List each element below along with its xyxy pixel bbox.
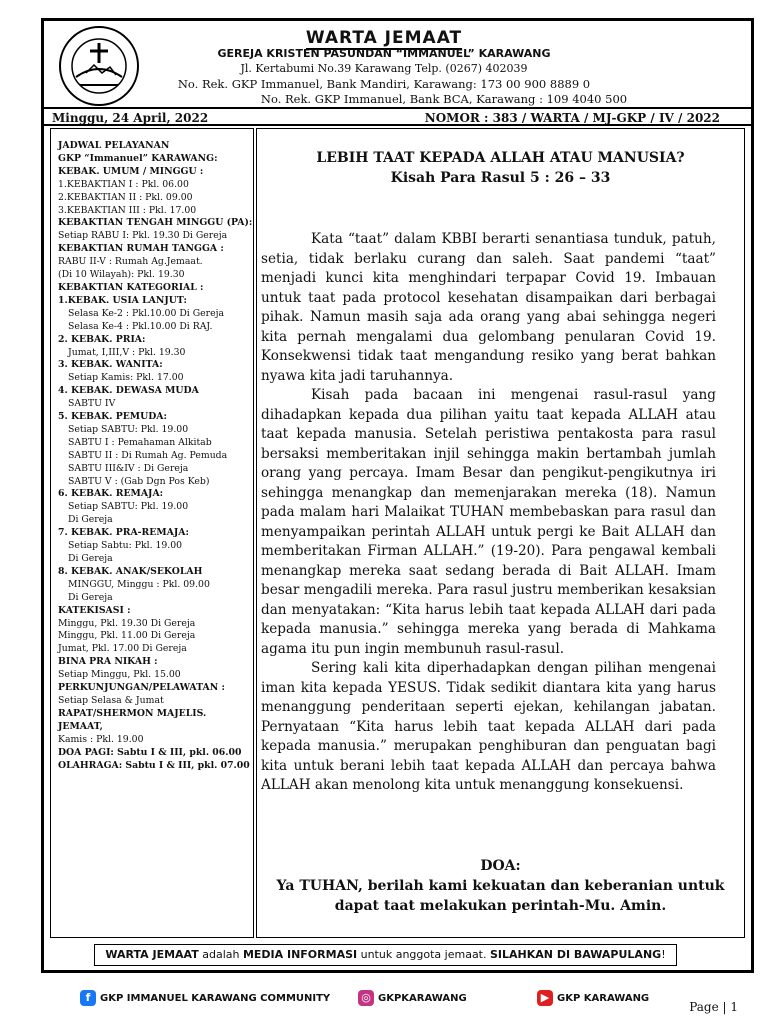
schedule-line: RAPAT/SHERMON MAJELIS. — [58, 707, 207, 719]
schedule-line: 5. KEBAK. PEMUDA: — [58, 411, 167, 423]
scripture-reference: Kisah Para Rasul 5 : 26 – 33 — [390, 170, 611, 186]
header-divider — [44, 107, 751, 109]
schedule-line: Setiap SABTU: Pkl. 19.00 — [68, 423, 189, 435]
schedule-line: 8. KEBAK. ANAK/SEKOLAH — [58, 565, 203, 577]
schedule-line: SABTU IV — [68, 398, 116, 410]
article-body — [261, 230, 716, 796]
schedule-line: 2.KEBAKTIAN II : Pkl. 09.00 — [58, 191, 193, 203]
schedule-line: Selasa Ke-4 : Pkl.10.00 Di RAJ. — [68, 320, 213, 332]
bank-bca: No. Rek. GKP Immanuel, Bank BCA, Karawang : 109 4040 500 — [260, 92, 628, 106]
schedule-line: 7. KEBAK. PRA-REMAJA: — [58, 527, 189, 539]
schedule-line: 1.KEBAKTIAN I : Pkl. 06.00 — [58, 178, 189, 190]
schedule-line: KEBAKTIAN TENGAH MINGGU (PA): — [58, 217, 253, 229]
schedule-line: Setiap SABTU: Pkl. 19.00 — [68, 501, 189, 513]
schedule-line: PERKUNJUNGAN/PELAWATAN : — [58, 682, 225, 694]
schedule-line: JEMAAT, — [58, 720, 103, 732]
schedule-line: Setiap Sabtu: Pkl. 19.00 — [68, 540, 183, 552]
schedule-line: Setiap Selasa & Jumat — [58, 694, 164, 706]
schedule-line: Setiap Minggu, Pkl. 15.00 — [58, 669, 181, 681]
schedule-line: SABTU V : (Gab Dgn Pos Keb) — [68, 475, 210, 487]
schedule-line: (Di 10 Wilayah): Pkl. 19.30 — [58, 269, 185, 281]
issue-number: NOMOR : 383 / WARTA / MJ-GKP / IV / 2022 — [424, 111, 720, 125]
schedule-line: SABTU II : Di Rumah Ag. Pemuda — [68, 449, 228, 461]
article-paragraph: Sering kali kita diperhadapkan dengan pilihan mengenai iman kita kepada YESUS. Tidak sedikit diantara kita yang harus menanggung penderitaan seperti ejekan, kehilangan jabatan. Pernyataan “Kita harus lebih taat kepada ALLAH dari pada kepada manusia.” merupakan penghiburan dan penguatan bagi kita untuk berani lebih taat kepada ALLAH dan percaya bahwa ALLAH akan menolong kita untuk menanggung konsekuensi. — [261, 660, 716, 793]
instagram-link[interactable]: ◎ GKPKARAWANG — [358, 990, 467, 1006]
article-title: LEBIH TAAT KEPADA ALLAH ATAU MANUSIA? — [316, 150, 685, 166]
schedule-line: JADWAL PELAYANAN — [58, 140, 170, 151]
schedule-line: GKP “Immanuel” KARAWANG: — [58, 152, 218, 164]
newsletter-title: WARTA JEMAAT — [305, 28, 463, 48]
schedule-line: Minggu, Pkl. 11.00 Di Gereja — [58, 630, 196, 642]
instagram-icon: ◎ — [358, 990, 374, 1006]
youtube-icon: ▶ — [537, 990, 553, 1006]
schedule-line: 6. KEBAK. REMAJA: — [58, 488, 164, 500]
schedule-line: Di Gereja — [68, 553, 113, 564]
schedule-line: 1.KEBAK. USIA LANJUT: — [58, 294, 187, 306]
schedule-line: KEBAKTIAN RUMAH TANGGA : — [58, 243, 224, 255]
prayer-line: dapat taat melakukan perintah-Mu. Amin. — [334, 898, 667, 914]
schedule-line: Setiap Kamis: Pkl. 17.00 — [68, 372, 184, 384]
schedule-line: Minggu, Pkl. 19.30 Di Gereja — [58, 617, 196, 629]
schedule-line: Di Gereja — [68, 591, 113, 603]
schedule-line: SABTU III&IV : Di Gereja — [68, 462, 189, 474]
schedule-line: KEBAK. UMUM / MINGGU : — [58, 165, 204, 177]
schedule-line: 2. KEBAK. PRIA: — [58, 333, 146, 345]
facebook-link[interactable]: f GKP IMMANUEL KARAWANG COMMUNITY — [80, 990, 330, 1006]
bank-mandiri: No. Rek. GKP Immanuel, Bank Mandiri, Karawang: 173 00 900 8889 0 — [177, 77, 591, 91]
schedule-line: Di Gereja — [68, 514, 113, 526]
youtube-link[interactable]: ▶ GKP KARAWANG — [537, 990, 649, 1006]
page-number: Page | 1 — [689, 1000, 738, 1014]
article-paragraph: Kata “taat” dalam KBBI berarti senantiasa tunduk, patuh, setia, tidak berlaku curang dan saleh. Saat pandemi “taat” menjadi kunci kita menghindari terpapar Covid 19. Imbauan untuk taat pada protocol kesehatan disampaikan dari berbagai pihak. Namun masih saja ada orang yang abai sehingga negeri kita pernah mengalami dua gelombang penularan Covid 19. Konsekwensi tidak taat mengandung resiko yang berat bahkan nyawa kita jadi taruhannya. — [261, 231, 716, 384]
issue-date: Minggu, 24 April, 2022 — [52, 111, 209, 125]
schedule-line: Setiap RABU I: Pkl. 19.30 Di Gereja — [58, 230, 228, 242]
schedule-line: 3. KEBAK. WANITA: — [58, 359, 163, 371]
service-schedule — [58, 140, 254, 772]
schedule-line: DOA PAGI: Sabtu I & III, pkl. 06.00 — [58, 746, 242, 758]
schedule-line: Jumat, Pkl. 17.00 Di Gereja — [58, 643, 187, 655]
schedule-line: Kamis : Pkl. 19.00 — [58, 733, 144, 745]
schedule-line: RABU II-V : Rumah Ag.Jemaat. — [58, 256, 203, 268]
schedule-line: 3.KEBAKTIAN III : Pkl. 17.00 — [58, 204, 197, 216]
schedule-line: KATEKISASI : — [58, 604, 131, 616]
prayer-heading: DOA: — [480, 858, 521, 874]
dateline-divider — [44, 124, 751, 126]
schedule-line: OLAHRAGA: Sabtu I & III, pkl. 07.00 — [58, 759, 250, 771]
schedule-line: 4. KEBAK. DEWASA MUDA — [58, 385, 199, 397]
facebook-icon: f — [80, 990, 96, 1006]
church-name: GEREJA KRISTEN PASUNDAN “IMMANUEL” KARAWANG — [217, 47, 551, 60]
prayer-line: Ya TUHAN, berilah kami kekuatan dan keberanian untuk — [276, 878, 725, 894]
schedule-line: Jumat, I,III,V : Pkl. 19.30 — [68, 346, 186, 358]
schedule-line: MINGGU, Minggu : Pkl. 09.00 — [68, 578, 210, 590]
schedule-line: SABTU I : Pemahaman Alkitab — [68, 436, 212, 448]
schedule-line: KEBAKTIAN KATEGORIAL : — [58, 281, 204, 293]
info-banner: WARTA JEMAAT adalah MEDIA INFORMASI untuk anggota jemaat. SILAHKAN DI BAWAPULANG! — [94, 944, 677, 966]
article-paragraph: Kisah pada bacaan ini mengenai rasul-rasul yang dihadapkan kepada dua pilihan yaitu taat kepada ALLAH atau taat kepada manusia. Setelah peristiwa pentakosta para rasul bersaksi memberitakan injil sehingga makin bertambah jumlah orang yang percaya. Imam Besar dan pengikut-pengikutnya iri sehingga menangkap dan memenjarakan mereka (18). Namun pada malam hari Malaikat TUHAN membebaskan para rasul dan menyampaikan perintah ALLAH untuk pergi ke Bait ALLAH dan memberitakan Firman ALLAH.” (19-20). Para pengawal kembali menangkap mereka saat sedang berada di Bait ALLAH. Imam besar mengadili mereka. Para rasul justru memberikan kesaksian dan menyatakan: “Kita harus lebih taat kepada ALLAH dari pada kepada manusia.” sehingga mereka yang berada di Mahkama agama itu pun ingin membunuh rasul-rasul. — [261, 387, 716, 657]
church-address: Jl. Kertabumi No.39 Karawang Telp. (0267) 402039 — [240, 62, 528, 75]
schedule-line: BINA PRA NIKAH : — [58, 656, 158, 668]
schedule-line: Selasa Ke-2 : Pkl.10.00 Di Gereja — [68, 307, 225, 319]
